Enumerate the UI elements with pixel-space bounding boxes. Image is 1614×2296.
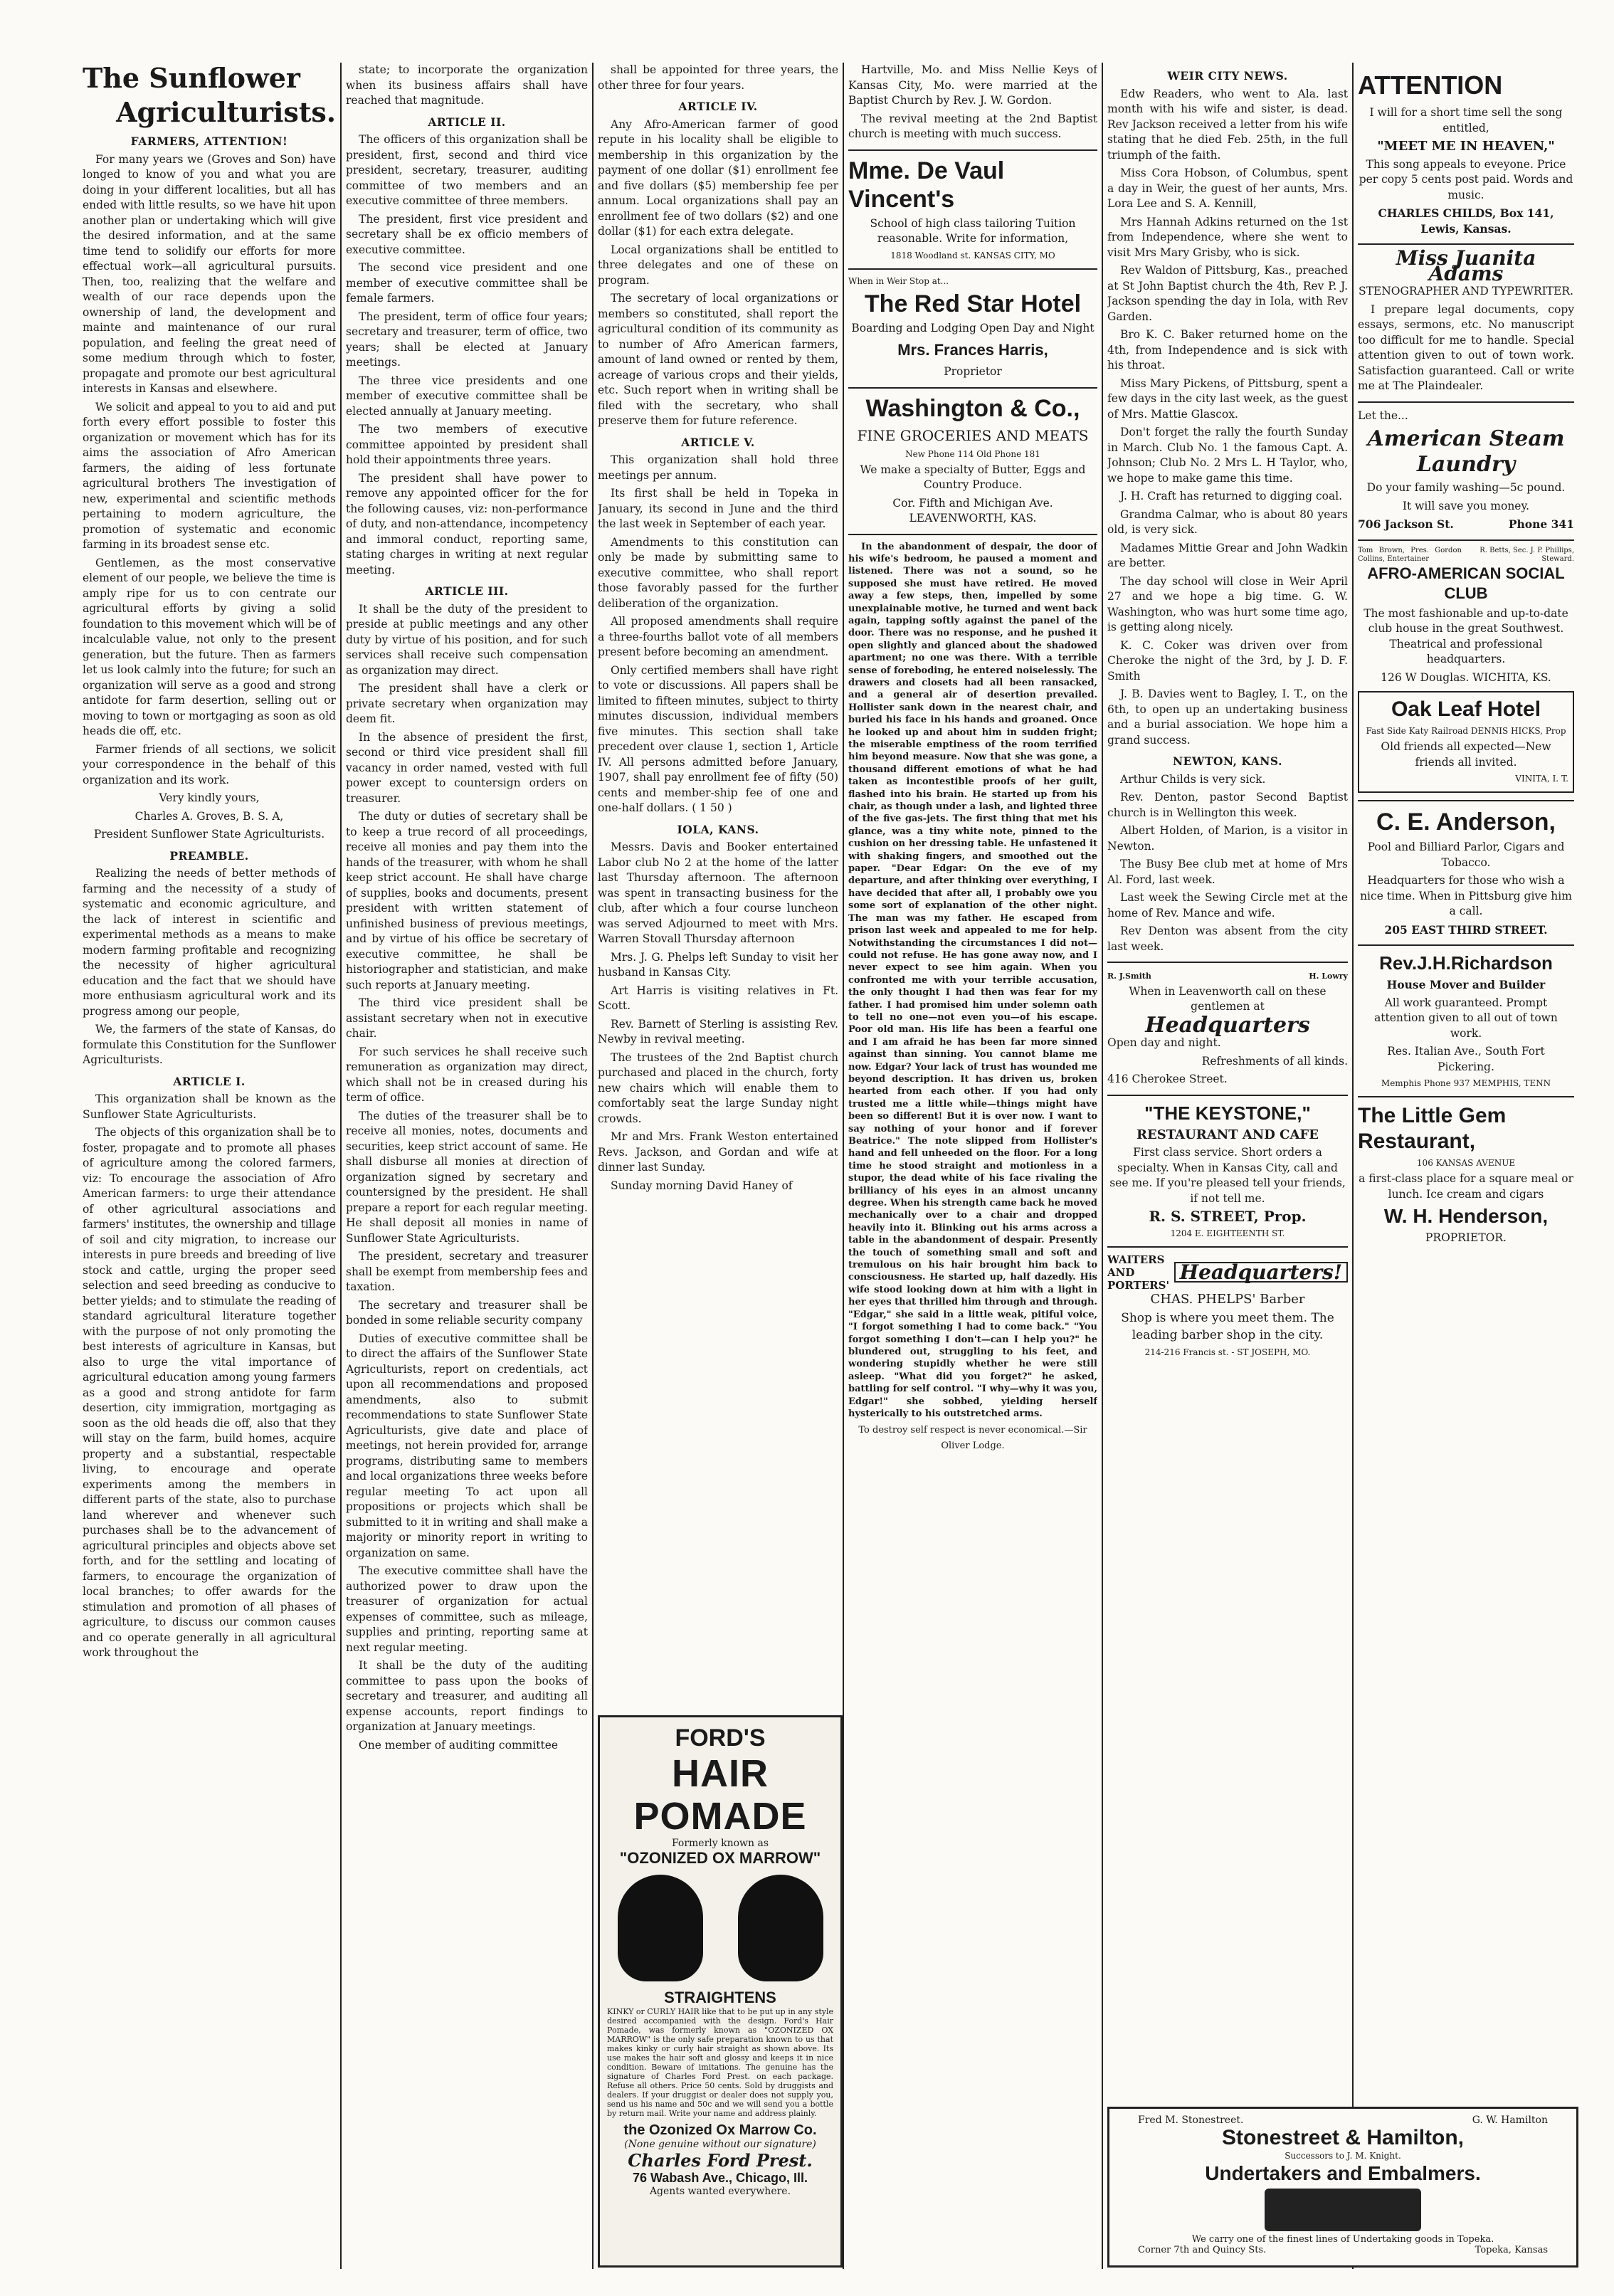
ad-text: Headquarters for those who wish a nice time. When in Pittsburg give him a call. (1360, 874, 1572, 917)
juanita-adams-ad (1358, 243, 1574, 394)
ad-title: Oak Leaf Hotel (1391, 697, 1541, 721)
portrait-before-icon (618, 1875, 703, 1981)
ad-phone: Memphis Phone 937 MEMPHIS, TENN (1381, 1078, 1551, 1088)
column-1 (83, 63, 336, 2269)
column-rule (1102, 63, 1103, 2269)
paragraph: Last week the Sewing Circle met at the home of Rev. Mance and wife. (1107, 891, 1348, 920)
ad-subtitle: RESTAURANT AND CAFE (1136, 1127, 1319, 1142)
ad-officers (1358, 547, 1574, 564)
paragraph: shall be appointed for three years, the other three for four years. (598, 63, 838, 92)
signature-line: Very kindly yours, (159, 791, 260, 804)
masthead-subtitle: Agriculturists. (116, 96, 336, 128)
ad-officers-left: Tom Brown, Pres. Gordon Collins, Entertainer (1358, 546, 1462, 563)
ad-text: CHAS. PHELPS' Barber (1150, 1291, 1305, 1307)
ad-title: "THE KEYSTONE," (1144, 1102, 1311, 1124)
ad-proprietor: R. S. STREET, Prop. (1149, 1208, 1307, 1225)
paragraph: This organization shall be known as the Sunflower State Agriculturists. (83, 1092, 336, 1121)
ad-name-left: Fred M. Stonestreet. (1138, 2115, 1244, 2126)
paragraph: Don't forget the rally the fourth Sunday in March. Club No. 1 the famous Capt. A. Johnson; Club No. 2 Mrs L. H Taylor, who, we hope to make game this time. (1107, 426, 1348, 485)
paragraph: Amendments to this constitution can only be made by submitting same to executive committee, who shall report those favorably passed for the further deliberation of the organization. (598, 535, 838, 610)
ad-title: Rev.J.H.Richardson (1379, 952, 1553, 974)
ad-title: AFRO-AMERICAN SOCIAL CLUB (1367, 564, 1565, 602)
attention-ad (1358, 68, 1574, 236)
paragraph: Mr and Mrs. Frank Weston entertained Revs. Jackson, and Gordan and wife at dinner last Sunday. (598, 1130, 838, 1174)
column-4 (848, 63, 1097, 2269)
ad-proprietor: Mrs. Frances Harris, (897, 341, 1048, 359)
ad-address: 706 Jackson St. (1358, 517, 1454, 531)
ad-text: Formerly known as (671, 1838, 769, 1849)
paragraph: The revival meeting at the 2nd Baptist church is meeting with much success. (848, 112, 1097, 140)
ad-address: 126 W Douglas. WICHITA, KS. (1381, 670, 1551, 684)
ad-text: (None genuine without our signature) (624, 2139, 816, 2150)
paragraph: The two members of executive committee appointed by president shall hold their appointments three years. (346, 423, 588, 466)
ad-text: I prepare legal documents, copy essays, sermons, etc. No manuscript too difficult for me to handle. Special attention given to out of town work. Satisfaction guaranteed. Call or write me at The Plaindealer. (1358, 302, 1574, 392)
ad-title: ATTENTION (1358, 70, 1503, 100)
signature-line: President Sunflower State Agriculturists. (93, 828, 325, 841)
paragraph: Local organizations shall be entitled to three delegates and one of these on program. (598, 243, 838, 287)
ad-text: All work guaranteed. Prompt attention given to all out of town work. (1374, 996, 1558, 1040)
ad-title: FORD'S (675, 1724, 766, 1752)
section-heading: ARTICLE I. (173, 1074, 246, 1088)
paragraph: The trustees of the 2nd Baptist church purchased and placed in the church, forty new chairs which will enable them to comfortably seat the large Sunday night crowds. (598, 1050, 838, 1125)
paragraph: Duties of executive committee shall be to direct the affairs of the Sunflower State Agriculturists, report on credentials, act upon all recommendations and proposed amendments, also to submit recommendations to state Sunflower State Agriculturists, give date and place of meetings, not herein provided for, arrange programs, distributing same to members and local organizations three weeks before regular meeting To act upon all propositions or projects which shall be submitted to it in writing and shall make a majority or minority report in writing to organization on same. (346, 1332, 588, 1559)
section-heading: FARMERS, ATTENTION! (130, 135, 288, 148)
ad-text: Proprietor (944, 365, 1002, 378)
paragraph: Gentlemen, as the most conservative element of our people, we believe the time is amply ripe for us to con centrate our agricultural efforts by giving a solid foundation to this movement which will be of incalculable value, not only to the present generation, but the future. Then as farmers let us look calmly into the future; for such an organization will serve as a good and strong antidote for farm desertion, selling out or moving to town or mortgaging as soon as old heads die off, etc. (83, 556, 336, 737)
ad-title: C. E. Anderson, (1376, 809, 1556, 836)
paragraph: We solicit and appeal to you to aid and put forth every effort possible to foster this organization or movement which has for its aims the association of Afro American farmers, the aiding of less fortunate agricultural brothers The investigation of new, experimental and scientific methods pertaining to modern agriculture, the promotion of systematic and economic farming in its broadest sense etc. (83, 400, 336, 551)
ad-text: a first-class place for a square meal or lunch. Ice cream and cigars (1359, 1172, 1573, 1201)
paragraph: It shall be the duty of the president to preside at public meetings and any other duty by virtue of his position, and for such services shall receive such compensation as organization may direct. (346, 602, 588, 677)
hair-pomade-ad (598, 1715, 843, 2268)
paragraph: Edw Readers, who went to Ala. last month with his wife and sister, is dead. Rev Jackson received a letter from his wife stating that he died Feb. 25th, in the full triumph of the faith. (1107, 87, 1348, 162)
paragraph: The officers of this organization shall be president, first, second and third vice president, secretary, treasurer, auditing committee of two members and an executive committee of three members. (346, 133, 588, 207)
social-club-ad (1358, 539, 1574, 686)
ad-text: PROPRIETOR. (1425, 1231, 1507, 1244)
ad-title: Washington & Co., (865, 394, 1080, 422)
ad-text: We make a specialty of Butter, Eggs and Country Produce. (860, 463, 1086, 491)
masthead-title: The Sunflower (83, 63, 300, 94)
ad-title: The Little Gem Restaurant, (1358, 1104, 1507, 1153)
section-heading: ARTICLE III. (425, 584, 509, 598)
story-text: In the abandonment of despair, the door of his wife's bedroom, he paused a moment and listened. There was not a sound, so he supposed she must have retired. He moved away a few steps, then, impelled by some unexplainable motive, he turned and went back again, tapping softly against the panel of the door. There was no response, and he pushed it open slightly and glanced about the shadowed apartment; no one was there. With a terrible sense of foreboding, he entered noiselessly. The drawers and closets had all been ransacked, and a general air of desertion prevailed. Hollister sank down in the nearest chair, and buried his face in his hands and groaned. Once he looked up and about him in sudden fright; the miserable emptiness of the room terrified him beyond measure. Now that she was gone, a thousand different emotions of what he had taken as incontestible proofs of her guilt, flashed into his brain. He started up from his chair, as though under a lash, and lighted three of the five gas-jets. The first thing that met his glance, was a tiny white note, pinned to the cushion on her dressing table. He unfastened it with shaking fingers, and smoothed out the paper. "Dear Edgar: On the eve of my departure, and after thinking over everything, I have decided that after all, I probably owe you some sort of explanation of the other night. The man was my father. He escaped from prison last week and appealed to me for help. Notwithstanding the circumstances I did not—could not refuse. He has gone away now, and I never expect to see him again. When you confronted me with your terrible accusation, the only thought I had then was fear for my father. I had promised him under solemn oath to tell no one—not even you—of his escape. Poor old man. His life has been a fearful one and I am afraid he has been far more sinned against than sinning. You cannot blame me now. Edgar? Your lack of trust has wounded me beyond description. It has driven us, broken hearted from each other. If you had only trusted me a little while—things might have been so different! But it is over now. I want to say nothing of your honor and if forever Beatrice." The note slipped from Hollister's hand and fell unheeded on the floor. For a long time he stood straight and motionless in a stupor, the dead white of his face rivaling the brilliancy of his eyes in an almost uncanny degree. When his strength came back he moved mechanically over to a chair and dropped heavily into it. Blinking out his arms across a table in the abandonment of despair. Presently the touch of something small and soft and tremulous on his hair brought him back to consciousness. He started up, half dazedly. His wife stood looking down at him with a light in her eyes that thrilled him through and through. "Edgar," she said in a little weak, pitiful voice, "I forgot something I had to come back." "You forgot something I don't—can I help you?" he blundered out, struggling to his feet, and wondering stupidly whether he were still asleep. "What did you forget?" he asked, battling for self control. "I why—why it was you, Edgar!" she sobbed, yielding herself hysterically to his outstretched arms. (848, 541, 1097, 1419)
column-rule (340, 63, 342, 2269)
washington-grocery-ad (848, 387, 1097, 527)
paragraph: Rev. Denton, pastor Second Baptist church is in Wellington this week. (1107, 791, 1348, 819)
story (848, 534, 1097, 1454)
ad-text: This song appeals to eveyone. Price per copy 5 cents post paid. Words and music. (1359, 157, 1573, 201)
ad-text: School of high class tailoring Tuition reasonable. Write for information, (870, 216, 1076, 245)
ad-phones: New Phone 114 Old Phone 181 (905, 448, 1040, 459)
ad-title: Undertakers and Embalmers. (1205, 2162, 1481, 2184)
ad-city: VINITA, I. T. (1515, 774, 1568, 784)
ad-title: Headquarters! (1174, 1262, 1348, 1283)
ad-text: Shop is where you meet them. The leading barber shop in the city. (1121, 1311, 1334, 1342)
ad-names (1107, 969, 1348, 984)
paragraph: The president shall have a clerk or private secretary when organization may deem fit. (346, 682, 588, 725)
ad-title: Miss Juanita Adams (1396, 246, 1536, 285)
paragraph: Miss Cora Hobson, of Columbus, spent a day in Weir, the guest of her aunts, Mrs. Lora Lee and S. A. Kennill, (1107, 167, 1348, 210)
ad-officers-right: R. Betts, Sec. J. P. Phillips, Steward. (1480, 546, 1574, 563)
paragraph: Albert Holden, of Marion, is a visitor in Newton. (1107, 824, 1348, 853)
paragraph: The third vice president shall be assistant secretary when not in executive chair. (346, 996, 588, 1040)
paragraph: The day school will close in Weir April 27 and we hope a big time. G. W. Washington, who was hurt some time ago, is getting along nicely. (1107, 574, 1348, 633)
ad-phone: Phone 341 (1508, 517, 1574, 531)
ad-illustration (600, 1875, 840, 1981)
paragraph: The three vice presidents and one member of executive committee shall be elected annually at January meeting. (346, 374, 588, 418)
quote: To destroy self respect is never economical.—Sir Oliver Lodge. (858, 1425, 1087, 1451)
ad-fine-print: KINKY or CURLY HAIR like that to be put up in any style desired accompanied with the design. Ford's Hair Pomade, was formerly known as "OZONIZED OX MARROW" is the only safe preparation known to us that makes kinky or curly hair straight as shown above. Its use makes the hair soft and glossy and keeps it in nice condition. Beware of imitations. The genuine has the signature of Charles Ford Prest. on each package. Refuse all others. Price 50 cents. Sold by druggists and dealers. If your druggist or dealer does not supply you, send us his name and 50c and we will send you a bottle by return mail. Write your name and address plainly. (607, 2007, 833, 2118)
ad-title: Headquarters (1145, 1012, 1310, 1038)
ad-text: Let the... (1358, 409, 1408, 422)
section-heading: PREAMBLE. (169, 848, 249, 863)
ad-address: 416 Cherokee Street. (1107, 1073, 1228, 1085)
paragraph: Rev Waldon of Pittsburg, Kas., preached at St John Baptist church the 4th, Rev P. J. Jackson spending the day in Iola, with Rev Garden. (1107, 264, 1348, 323)
ad-text: "OZONIZED OX MARROW" (619, 1849, 821, 1867)
paragraph: The objects of this organization shall be to foster, propagate and to promote all phases of agriculture among the colored farmers, viz: To encourage the association of Afro American farmers: to urge their attendance of other agricultural associations and farmers' institutes, the ownership and tillage of soil and city migration, to increase our interests in pure breeds and breeding of live stock and cattle, urging the proper seed selection and seed breeding as conducive to better yields; and to stimulate the reading of standard agricultural literature together with the purpose of not only promoting the best interests of agriculture in Kansas, but also to urge the vital importance of agricultural education among young farmers as a good and strong antidote for farm desertion, city immigration, mortgaging as soon as the old heads die off, also that they will stay on the farm, build homes, acquire property and a substantial, respectable living, to encourage and operate experiments among the members in different parts of the state, also to purchase land wherever and whenever such purchases shall be to the advancement of agricultural principles and objects above set forth, and for the settling and locating of farmers, to encourage the organization of local branches; to offer awards for the stimulation and promotion of all phases of agriculture, to discuss our common causes and co operate generally in all agricultural work throughout the (83, 1126, 336, 1659)
portrait-after-icon (738, 1875, 823, 1981)
ad-proprietor: W. H. Henderson, (1383, 1205, 1549, 1227)
paragraph: Only certified members shall have right to vote or discussions. All papers shall be limited to fifteen minutes, subject to thirty minutes discussion, individual members five minutes. This section shall take precedent over clause 1, section 1, Article IV. All persons admitted before January, 1907, shall pay enrollment fee of fifty (50) cents and member-ship fee of one and one-half dollars. ( 1 50 ) (598, 663, 838, 814)
ad-text: Old friends all expected—New friends all invited. (1381, 740, 1551, 769)
ad-text: Do your family washing—5c pound. (1366, 481, 1566, 494)
ad-title: HAIR POMADE (633, 1752, 807, 1838)
ad-city: Topeka, Kansas (1475, 2245, 1548, 2255)
paragraph: Hartville, Mo. and Miss Nellie Keys of Kansas City, Mo. were married at the Baptist Church by Rev. J. W. Gordon. (848, 63, 1097, 107)
oak-leaf-hotel-ad (1358, 691, 1574, 793)
column-5 (1107, 63, 1348, 2041)
ad-text: First class service. Short orders a specialty. When in Kansas City, call and see me. If you're pleased tell your friends, if not tell me. (1109, 1146, 1346, 1205)
ad-signature: Charles Ford Prest. (628, 2150, 813, 2171)
column-rule (592, 63, 594, 2269)
ad-song: "MEET ME IN HEAVEN," (1377, 139, 1555, 154)
paragraph: Grandma Calmar, who is about 80 years old, is very sick. (1107, 507, 1348, 536)
paragraph: For such services he shall receive such remuneration as organization may direct, which shall not be in creased during his term of office. (346, 1045, 588, 1104)
ad-names (1109, 2109, 1576, 2126)
paragraph: It shall be the duty of the auditing committee to pass upon the books of secretary and treasurer, and auditing all expense accounts, report findings to organization at January meetings. (346, 1659, 588, 1733)
column-3 (598, 63, 838, 1707)
paragraph: The second vice president and one member of executive committee shall be female farmers. (346, 261, 588, 305)
column-2 (346, 63, 588, 2269)
ad-text: When in Weir Stop at... (848, 275, 949, 286)
column-rule (1352, 63, 1354, 2269)
ad-text: I will for a short time sell the song entitled, (1369, 106, 1563, 135)
ad-address: Corner 7th and Quincy Sts. (1138, 2245, 1267, 2255)
paragraph: The secretary and treasurer shall be bonded in some reliable security company (346, 1298, 588, 1327)
anderson-ad (1358, 800, 1574, 937)
ad-text: Refreshments of all kinds. (1201, 1054, 1348, 1068)
signature-line: Charles A. Groves, B. S. A, (134, 809, 284, 823)
section-heading: WEIR CITY NEWS. (1167, 69, 1288, 83)
paragraph: Arthur Childs is very sick. (1120, 772, 1266, 786)
red-star-hotel-ad (848, 268, 1097, 380)
ad-footer (1358, 517, 1574, 532)
ad-text: STRAIGHTENS (664, 1989, 776, 2006)
keystone-ad (1107, 1095, 1348, 1239)
paragraph: J. H. Craft has returned to digging coal. (1120, 490, 1343, 502)
ad-contact: CHARLES CHILDS, Box 141, Lewis, Kansas. (1378, 206, 1554, 236)
column-rule (843, 63, 844, 2269)
paragraph: In the absence of president the first, second or third vice president shall fill vacancy in order named, vested with full power except to countersign orders on treasurer. (346, 730, 588, 805)
paragraph: state; to incorporate the organization when its business affairs shall have reached that magnitude. (346, 63, 588, 107)
ad-text: Agents wanted everywhere. (649, 2186, 791, 2197)
ad-subtitle: Fast Side Katy Railroad DENNIS HICKS, Prop (1366, 726, 1566, 736)
hearse-icon (1265, 2189, 1421, 2231)
paragraph: Realizing the needs of better methods of farming and the necessity of a study of systematic and economic agriculture, and the lack of interest in scientific and experimental methods as a means to make modern farming profitable and recognizing the necessity of higher agricultural education and the fact that we should have more enthusiasm agricultural work and its progress among our people, (83, 867, 336, 1018)
paragraph: Madames Mittie Grear and John Wadkin are better. (1107, 541, 1348, 569)
ad-header (1107, 1253, 1348, 1292)
paragraph: The president shall have power to remove any appointed officer for the for the following causes, viz: non-performance of duty, and non-attendance, incompetency and immoral conduct, reporting same, stating charges in writing at next regular meeting. (346, 471, 588, 576)
ad-address: 1204 E. EIGHTEENTH ST. (1170, 1228, 1285, 1238)
paragraph: Art Harris is visiting relatives in Ft. Scott. (598, 984, 838, 1012)
headquarters-ad (1107, 962, 1348, 1088)
little-gem-ad (1358, 1096, 1574, 1246)
paragraph: One member of auditing committee (359, 1738, 559, 1752)
paragraph: The duties of the treasurer shall be to receive all monies, notes, documents and securities, keep strict account of same. He shall disburse all monies at direction of organization signed by secretary and countersigned by the president. He shall prepare a report for each regular meeting. He shall deposit all monies in name of Sunflower State Agriculturists. (346, 1109, 588, 1245)
section-heading: NEWTON, KANS. (1173, 754, 1282, 768)
newspaper-page (77, 63, 1580, 2275)
ad-address: 76 Wabash Ave., Chicago, Ill. (632, 2171, 808, 2185)
paragraph: J. B. Davies went to Bagley, I. T., on the 6th, to open up an undertaking business and a burial association. We hope him a grand success. (1107, 688, 1348, 747)
ad-title: American Steam Laundry (1367, 426, 1565, 477)
paragraph: Rev. Barnett of Sterling is assisting Rev. Newby in revival meeting. (598, 1017, 838, 1046)
paragraph: The executive committee shall have the authorized power to draw upon the treasurer of organization for actual expenses of committee, such as mileage, supplies and printing, reporting same at next regular meeting. (346, 1564, 588, 1654)
paragraph: The duty or duties of secretary shall be to keep a true record of all proceedings, receive all monies and pay them into the hands of the treasurer, with whom he shall keep strict account. He shall have charge of supplies, books and documents, present president with written statement of unfinished business of previous meetings, and by virtue of his office be secretary of executive committee, he shall be historiographer and statistician, and make such reports at January meeting. (346, 810, 588, 991)
ad-title: The Red Star Hotel (864, 290, 1082, 317)
paragraph: Its first shall be held in Topeka in January, its second in June and the third the last week in September of each year. (598, 487, 838, 530)
ad-subtitle: Pool and Billiard Parlor, Cigars and Tobacco. (1367, 841, 1565, 869)
phelps-barber-ad (1107, 1246, 1348, 1359)
ad-text: FINE GROCERIES AND MEATS (857, 426, 1089, 444)
section-heading: ARTICLE IV. (678, 100, 758, 113)
paragraph: Rev Denton was absent from the city last week. (1107, 925, 1348, 953)
paragraph: K. C. Coker was driven over from Cheroke the night of the 3rd, by J. D. F. Smith (1107, 638, 1348, 683)
ad-text: It will save you money. (1402, 499, 1530, 512)
paragraph: Messrs. Davis and Booker entertained Labor club No 2 at the home of the latter last Thursday afternoon. The afternoon was spent in transacting business for the club, after which a four course luncheon was served Adjourned to meet with Mrs. Warren Stovall Thursday afternoon (598, 841, 838, 945)
paragraph: This organization shall hold three meetings per annum. (598, 453, 838, 482)
paragraph: Miss Mary Pickens, of Pittsburg, spent a few days in the city last week, as the guest of Mrs. Mattie Glascox. (1107, 376, 1348, 421)
ad-text: WAITERS AND PORTERS' (1107, 1253, 1170, 1292)
ad-address: 1818 Woodland st. KANSAS CITY, MO (890, 250, 1055, 260)
ad-text: We carry one of the finest lines of Undertaking goods in Topeka. (1191, 2234, 1494, 2245)
ad-text: Boarding and Lodging Open Day and Night (851, 321, 1095, 335)
ad-address: Cor. Fifth and Michigan Ave. LEAVENWORTH, KAS. (892, 496, 1053, 525)
ad-text: The most fashionable and up-to-date club house in the great Southwest. Theatrical and professional headquarters. (1364, 606, 1568, 665)
ad-text: Open day and night. (1107, 1036, 1221, 1049)
paragraph: Mrs. J. G. Phelps left Sunday to visit her husband in Kansas City. (598, 950, 838, 979)
ad-address: 214-216 Francis st. - ST JOSEPH, MO. (1144, 1347, 1311, 1357)
paragraph: The secretary of local organizations or members so constituted, shall report the agricultural condition of its community as to number of Afro American farmers, amount of land owned or rented by them, acreage of various crops and their yields, etc. Such report when in writing shall be filed with the secretary, who shall preserve them for future reference. (598, 292, 838, 427)
ad-address: 205 EAST THIRD STREET. (1384, 922, 1548, 937)
paragraph: Mrs Hannah Adkins returned on the 1st from Independence, where she went to visit Mrs Mary Grisby, who is sick. (1107, 215, 1348, 259)
paragraph: We, the farmers of the state of Kansas, do formulate this Constitution for the Sunflower Agriculturists. (83, 1023, 336, 1066)
ad-text: When in Leavenworth call on these gentlemen at (1129, 984, 1326, 1013)
ad-title: Mme. De Vaul Vincent's (848, 157, 1005, 213)
ad-footer (1109, 2245, 1576, 2255)
ad-name-left: R. J.Smith (1107, 971, 1151, 981)
paragraph: Sunday morning David Haney of (611, 1179, 793, 1192)
paragraph: The president, first vice president and secretary shall be ex officio members of executive committee. (346, 212, 588, 256)
paragraph: Any Afro-American farmer of good repute in his locality shall be eligible to membership in this organization by the payment of one dollar ($1) enrollment fee and five dollars ($5) membership fee per annum. Local organizations shall pay an enrollment fee of two dollars ($2) and one dollar ($1) for each extra delegate. (598, 117, 838, 238)
paragraph: The Busy Bee club met at home of Mrs Al. Ford, last week. (1107, 858, 1348, 886)
paragraph: Farmer friends of all sections, we solicit your correspondence in the behalf of this organization and its work. (83, 742, 336, 786)
ad-subtitle: House Mover and Builder (1386, 978, 1546, 991)
richardson-ad (1358, 944, 1574, 1089)
section-heading: ARTICLE V. (681, 435, 755, 449)
ad-company: the Ozonized Ox Marrow Co. (623, 2122, 817, 2138)
paragraph: All proposed amendments shall require a three-fourths ballot vote of all members present before becoming an amendment. (598, 615, 838, 658)
column-6 (1358, 63, 1574, 2034)
ad-address: Res. Italian Ave., South Fort Pickering. (1387, 1045, 1545, 1073)
ad-name-right: H. Lowry (1309, 971, 1348, 981)
section-heading: IOLA, KANS. (677, 822, 759, 836)
steam-laundry-ad (1358, 401, 1574, 532)
ad-name-right: G. W. Hamilton (1472, 2115, 1548, 2126)
paragraph: The president, term of office four years; secretary and treasurer, term of office, two years; shall be elected at January meetings. (346, 310, 588, 369)
ad-subtitle: Successors to J. M. Knight. (1285, 2151, 1401, 2161)
ad-subtitle: STENOGRAPHER AND TYPEWRITER. (1358, 285, 1574, 297)
devaul-ad (848, 149, 1097, 261)
section-heading: ARTICLE II. (428, 115, 506, 129)
ad-title: Stonestreet & Hamilton, (1221, 2126, 1465, 2149)
paragraph: The president, secretary and treasurer shall be exempt from membership fees and taxation. (346, 1250, 588, 1293)
paragraph: Bro K. C. Baker returned home on the 4th, from Independence and is sick with his throat. (1107, 328, 1348, 372)
undertaker-ad (1107, 2107, 1578, 2268)
ad-address: 106 KANSAS AVENUE (1416, 1158, 1516, 1168)
paragraph: For many years we (Groves and Son) have longed to know of you and what you are doing in your different localities, but all has ended with little results, so we have hit upon another plan or undertaking which will give the desired information, and at the same time tend to solidify our efforts for more effectual work—all agricultural pursuits. Then, too, realizing that the welfare and wealth of our race depends upon the ownership of land, the development and mainte and maintenance of our rural population, and feeling the great need of some medium through which to foster, propagate and promote our best agricultural interests in Kansas and elsewhere. (83, 152, 336, 395)
